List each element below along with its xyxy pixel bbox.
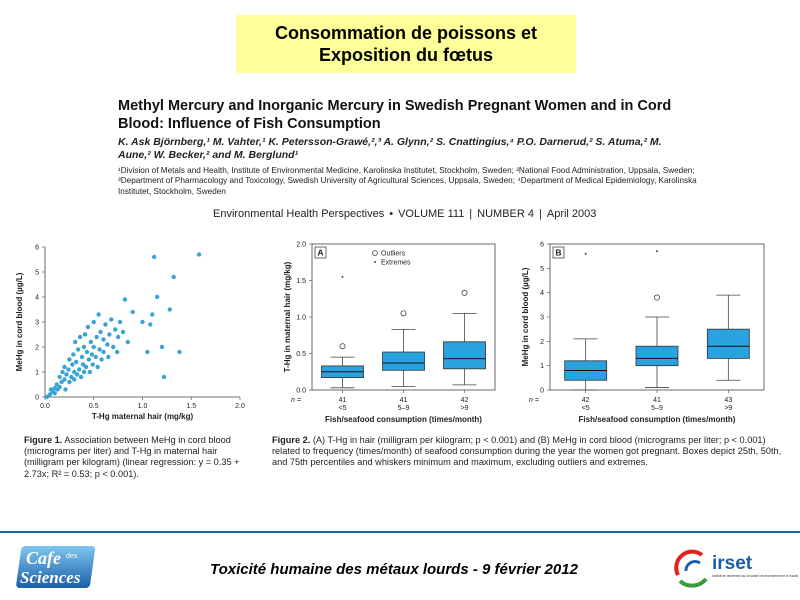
fig2b-y-tick-label: 0 [540,387,544,395]
fig1-point [73,340,77,344]
fig1-point [88,370,92,374]
fig1-point [116,335,120,339]
fig1-point [67,357,71,361]
fig2a-n-value: 41 [399,397,408,404]
fig1-point [97,347,101,351]
fig2b-extreme [585,253,587,255]
fig1-point [160,345,164,349]
fig2b-x-label: Fish/seafood consumption (times/month) [578,415,736,424]
fig1-point [172,275,176,279]
fig1-y-tick-label: 6 [35,244,39,252]
cafe-logo-word3: Sciences [20,568,81,587]
fig1-y-label: MeHg in cord blood (µg/L) [15,272,24,372]
fig1-point [126,340,130,344]
fig2a-legend-outlier-marker [373,251,378,256]
fig2b-panel-letter: B [555,247,562,258]
fig1-point [66,367,70,371]
fig1-point [101,350,105,354]
fig1-point [145,350,149,354]
fig1-point [123,297,127,301]
fig2b-n-value: 42 [581,397,590,404]
journal-number: NUMBER 4 [477,208,534,220]
article-title: Methyl Mercury and Inorganic Mercury in Swedish Pregnant Women and in Cord Blood: Influence of Fish Consumption [118,98,672,132]
fig2a-y-tick-label: 1.0 [296,314,306,322]
fig1-point [197,252,201,256]
fig1-point [82,370,86,374]
fig1-point [62,377,66,381]
fig1-y-tick-label: 4 [35,294,39,302]
fig1-y-tick-label: 2 [35,344,39,352]
fig1-point [64,372,68,376]
fig2b-y-tick-label: 4 [540,290,544,298]
fig1-point [90,352,94,356]
fig1-point [80,355,84,359]
fig1-point [76,347,80,351]
fig1-point [72,377,76,381]
fig1-point [98,330,102,334]
cafe-logo-word2: des [66,553,78,560]
fig2b-y-tick-label: 1 [540,363,544,371]
fig2a-y-tick-label: 0.0 [296,387,306,395]
fig1-point [57,385,61,389]
footer-text: Toxicité humaine des métaux lourds - 9 février 2012 [210,561,578,578]
fig2b-n-value: 43 [724,397,733,404]
fig2b-category-label: >9 [724,405,733,412]
journal-line: Environmental Health Perspectives • VOLUME 111 | NUMBER 4 | April 2003 [213,208,597,220]
fig2b-y-tick-label: 6 [540,241,544,249]
fig2b-extreme [656,250,658,252]
figure1-caption-label: Figure 1. [24,435,63,445]
fig1-point [140,320,144,324]
fig1-point [150,312,154,316]
fig2a-box [383,352,425,370]
fig2a-y-tick-label: 1.5 [296,278,306,285]
journal-date: April 2003 [546,208,597,220]
fig1-point [75,372,79,376]
fig1-point [95,365,99,369]
fig1-point [162,375,166,379]
fig2a-category-label: 5–9 [397,405,410,412]
fig1-point [107,332,111,336]
fig1-point [83,332,87,336]
fig2a-n-value: 42 [460,397,469,404]
fig1-point [78,335,82,339]
fig1-y-tick-label: 5 [35,269,39,277]
fig1-point [111,345,115,349]
fig2b-category-label: <5 [581,405,590,412]
fig2a-category-label: >9 [460,405,469,412]
fig1-x-tick-label: 1.5 [186,403,197,410]
fig1-point [94,355,98,359]
article-affiliations: ¹Division of Metals and Health, Institute of Environmental Medicine, Karolinska Institutet, Stockholm, Sweden; ²National Food Administration, Uppsala, Sweden; ³Department of Pharmacology and Toxicology, Swedish University of Agricultural Sciences, Uppsala, Sweden; ⁴Department of Medical Epidemiology, Karolinska Institutet, Stockholm, Sweden [118,166,697,196]
fig1-x-tick-label: 0.0 [40,403,50,410]
fig2b-outlier [654,295,659,300]
fig2b-y-tick-label: 3 [540,314,544,322]
fig1-y-tick-label: 3 [35,319,39,327]
fig1-x-tick-label: 2.0 [235,403,245,410]
footer-divider [0,531,800,533]
irset-logo-name: irset [712,553,753,574]
fig1-point [96,312,100,316]
fig1-point [70,362,74,366]
fig1-x-label: T-Hg maternal hair (mg/kg) [91,412,194,421]
fig2b-y-tick-label: 2 [540,338,544,346]
fig1-y-tick-label: 0 [35,394,39,402]
fig1-point [82,345,86,349]
fig1-point [177,350,181,354]
fig2a-x-label: Fish/seafood consumption (times/month) [325,415,482,424]
fig1-point [101,337,105,341]
fig2a-legend-outliers: Outliers [381,250,406,258]
fig2b-box [707,329,749,358]
figure1-caption [24,435,246,480]
fig2a-panel-letter: A [317,247,324,258]
fig2b-y-tick-label: 5 [540,265,544,273]
fig2a-y-tick-label: 2.0 [296,241,306,249]
fig1-point [118,320,122,324]
cafe-logo-word1: Cafe [26,548,61,568]
fig2b-category-label: 5–9 [651,405,663,412]
fig2a-extreme [342,276,344,278]
fig2a-n-label: n = [291,397,301,404]
fig2b-y-label: MeHg in cord blood (µg/L) [521,267,530,367]
fig1-point [121,330,125,334]
fig1-point [53,391,57,395]
fig2a-outlier [340,344,345,349]
fig1-point [103,322,107,326]
fig1-point [152,255,156,259]
fig2a-legend-extreme-marker [374,261,376,263]
fig2a-n-value: 41 [338,397,347,404]
fig1-point [113,327,117,331]
fig1-point [79,375,83,379]
slide-title-line1: Consommation de poissons et [274,23,538,43]
fig2a-y-label: T-Hg in maternal hair (mg/kg) [283,261,292,373]
fig2a-outlier [462,290,467,295]
cafe-des-sciences-logo [16,543,99,593]
fig1-point [92,320,96,324]
irset-logo [672,545,798,591]
irset-logo-sub: Institut de recherche sur la santé l'environnement et le travail [712,574,798,578]
fig2b-n-label: n = [529,397,539,404]
fig1-point [63,387,67,391]
slide-title-line2: Exposition du fœtus [319,45,493,65]
journal-name: Environmental Health Perspectives [213,208,385,220]
fig1-point [57,375,61,379]
figure2-caption [272,435,782,469]
fig1-point [91,362,95,366]
fig1-point [92,345,96,349]
figure2-caption-label: Figure 2. [272,435,311,445]
fig2a-box [444,342,486,369]
fig1-point [131,310,135,314]
fig1-y-tick-label: 1 [35,369,39,377]
fig1-point [94,335,98,339]
fig1-x-tick-label: 1.0 [137,403,148,410]
fig1-point [148,322,152,326]
fig2a-outlier [401,311,406,316]
fig1-point [106,355,110,359]
fig1-point [74,360,78,364]
fig2a-category-label: <5 [338,405,347,412]
fig1-point [109,317,113,321]
fig1-x-tick-label: 0.5 [88,403,99,410]
fig1-point [155,295,159,299]
fig2b-n-value: 41 [653,397,661,404]
fig1-point [84,365,88,369]
figure2-caption-text: (A) T-Hg in hair (milligram per kilogram; p < 0.001) and (B) MeHg in cord blood (micrograms per liter; p < 0.001) related to frequency (times/month) of seafood consumption during the year the women got pregnant. Boxes depict 25th, 50th, and 75th percentiles and whiskers minimum and maximum, excluding outliers and extremes. [272,435,782,468]
fig1-point [85,350,89,354]
fig1-point [168,307,172,311]
fig1-point [86,325,90,329]
fig1-point [115,350,119,354]
fig1-point [71,352,75,356]
fig1-point [99,357,103,361]
fig1-point [105,342,109,346]
fig1-point [60,370,64,374]
fig2a-y-tick-label: 0.5 [296,351,306,358]
fig1-point [77,367,81,371]
fig1-point [87,357,91,361]
fig1-point [67,380,71,384]
fig2b-box [636,346,678,365]
fig1-point [62,365,66,369]
fig2a-legend-extremes: Extremes [381,259,411,267]
article-authors: K. Ask Björnberg,¹ M. Vahter,¹ K. Petersson-Grawé,²,³ A. Glynn,² S. Cnattingius,⁴ P.O. Darnerud,² S. Atuma,² M. Aune,² W. Becker,² and M. Berglund¹ [118,136,662,161]
journal-volume: VOLUME 111 [398,208,465,220]
figure1-caption-text: Association between MeHg in cord blood (micrograms per liter) and T-Hg in maternal hair (milligram per kilogram) (linear regression: y = 0.35 + 2.73x; R² = 0.53; p < 0.001). [24,435,240,479]
fig1-point [89,340,93,344]
